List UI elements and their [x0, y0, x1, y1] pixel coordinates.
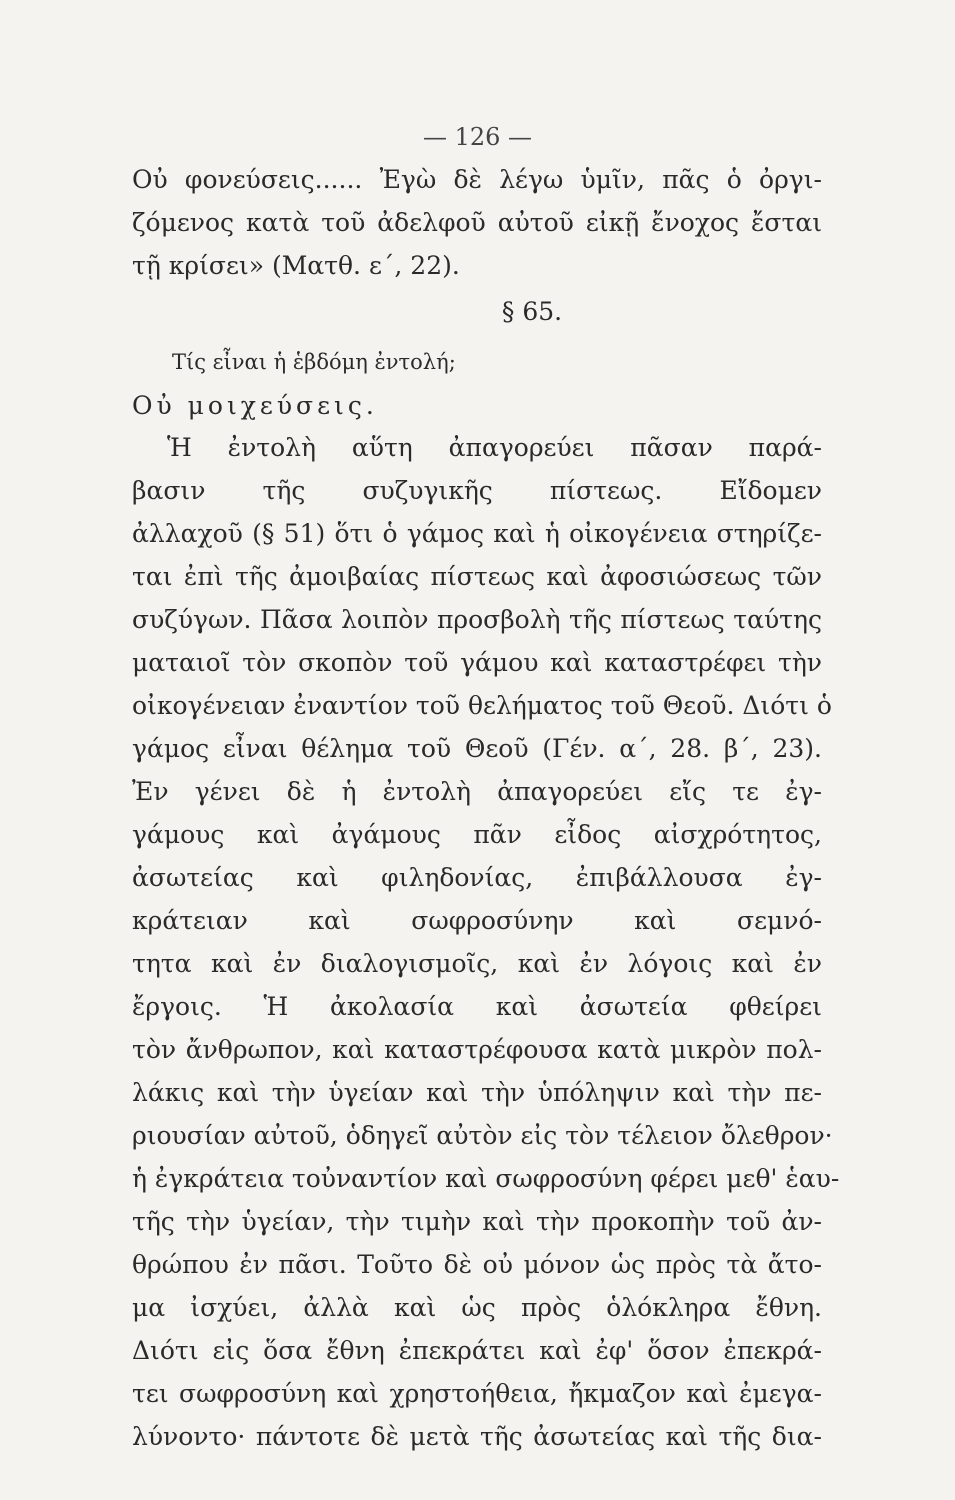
- text-line: ἡ ἐγκράτεια τοὐναντίον καὶ σωφροσύνη φέρει μεθ' ἑαυ-: [132, 1164, 840, 1193]
- text-line: Διότι εἰς ὅσα ἔθνη ἐπεκράτει καὶ ἐφ' ὅσον ἐπεκρά-: [132, 1336, 822, 1365]
- text-line: τητα καὶ ἐν διαλογισμοῖς, καὶ ἐν λόγοις καὶ ἐν: [132, 949, 822, 978]
- text-line: ἀλλαχοῦ (§ 51) ὅτι ὁ γάμος καὶ ἡ οἰκογένεια στηρίζε-: [132, 519, 822, 548]
- text-line: βασιν τῆς συζυγικῆς πίστεως. Εἴδομεν: [132, 476, 822, 505]
- text-line: ριουσίαν αὐτοῦ, ὁδηγεῖ αὐτὸν εἰς τὸν τέλειον ὄλεθρον·: [132, 1121, 833, 1150]
- commandment-line: Οὐ μοιχεύσεις.: [132, 391, 378, 420]
- text-line: συζύγων. Πᾶσα λοιπὸν προσβολὴ τῆς πίστεως ταύτης: [132, 605, 822, 634]
- text-line: μα ἰσχύει, ἀλλὰ καὶ ὡς πρὸς ὁλόκληρα ἔθνη.: [132, 1293, 822, 1322]
- text-line: Ἐν γένει δὲ ἡ ἐντολὴ ἀπαγορεύει εἴς τε ἐγ-: [132, 777, 822, 806]
- text-line: θρώπου ἐν πᾶσι. Τοῦτο δὲ οὐ μόνον ὡς πρὸς τὰ ἄτο-: [132, 1250, 822, 1279]
- text-line: τῇ κρίσει» (Ματθ. ε΄, 22).: [132, 251, 460, 280]
- page-number-header: — 126 —: [422, 123, 533, 151]
- text-line: Οὐ φονεύσεις...... Ἐγὼ δὲ λέγω ὑμῖν, πᾶς ὁ ὀργι-: [132, 165, 822, 194]
- text-line: οἰκογένειαν ἐναντίον τοῦ θελήματος τοῦ Θεοῦ. Διότι ὁ: [132, 691, 832, 720]
- section-heading: § 65.: [501, 297, 563, 326]
- text-line: γάμος εἶναι θέλημα τοῦ Θεοῦ (Γέν. α΄, 28. β΄, 23).: [132, 734, 822, 763]
- text-line: τὸν ἄνθρωπον, καὶ καταστρέφουσα κατὰ μικρὸν πολ-: [132, 1035, 822, 1064]
- text-line: ζόμενος κατὰ τοῦ ἀδελφοῦ αὐτοῦ εἰκῇ ἔνοχος ἔσται: [132, 208, 822, 237]
- question-line: Τίς εἶναι ἡ ἑβδόμη ἐντολή;: [172, 350, 456, 374]
- text-line: ματαιοῖ τὸν σκοπὸν τοῦ γάμου καὶ καταστρέφει τὴν: [132, 648, 822, 677]
- text-line: ἀσωτείας καὶ φιληδονίας, ἐπιβάλλουσα ἐγ-: [132, 863, 822, 892]
- text-line: λάκις καὶ τὴν ὑγείαν καὶ τὴν ὑπόληψιν καὶ τὴν πε-: [132, 1078, 822, 1107]
- text-line: ται ἐπὶ τῆς ἀμοιβαίας πίστεως καὶ ἀφοσιώσεως τῶν: [132, 562, 822, 591]
- text-line: ἔργοις. Ἡ ἀκολασία καὶ ἀσωτεία φθείρει: [132, 992, 822, 1021]
- text-line: τῆς τὴν ὑγείαν, τὴν τιμὴν καὶ τὴν προκοπὴν τοῦ ἀν-: [132, 1207, 822, 1236]
- text-line: λύνοντο· πάντοτε δὲ μετὰ τῆς ἀσωτείας καὶ τῆς δια-: [132, 1422, 822, 1451]
- text-line: Ἡ ἐντολὴ αὕτη ἀπαγορεύει πᾶσαν παρά-: [167, 433, 822, 462]
- text-line: τει σωφροσύνη καὶ χρηστοήθεια, ἤκμαζον καὶ ἐμεγα-: [132, 1379, 822, 1408]
- text-line: γάμους καὶ ἀγάμους πᾶν εἶδος αἰσχρότητος,: [132, 820, 822, 849]
- text-line: κράτειαν καὶ σωφροσύνην καὶ σεμνό-: [132, 906, 822, 935]
